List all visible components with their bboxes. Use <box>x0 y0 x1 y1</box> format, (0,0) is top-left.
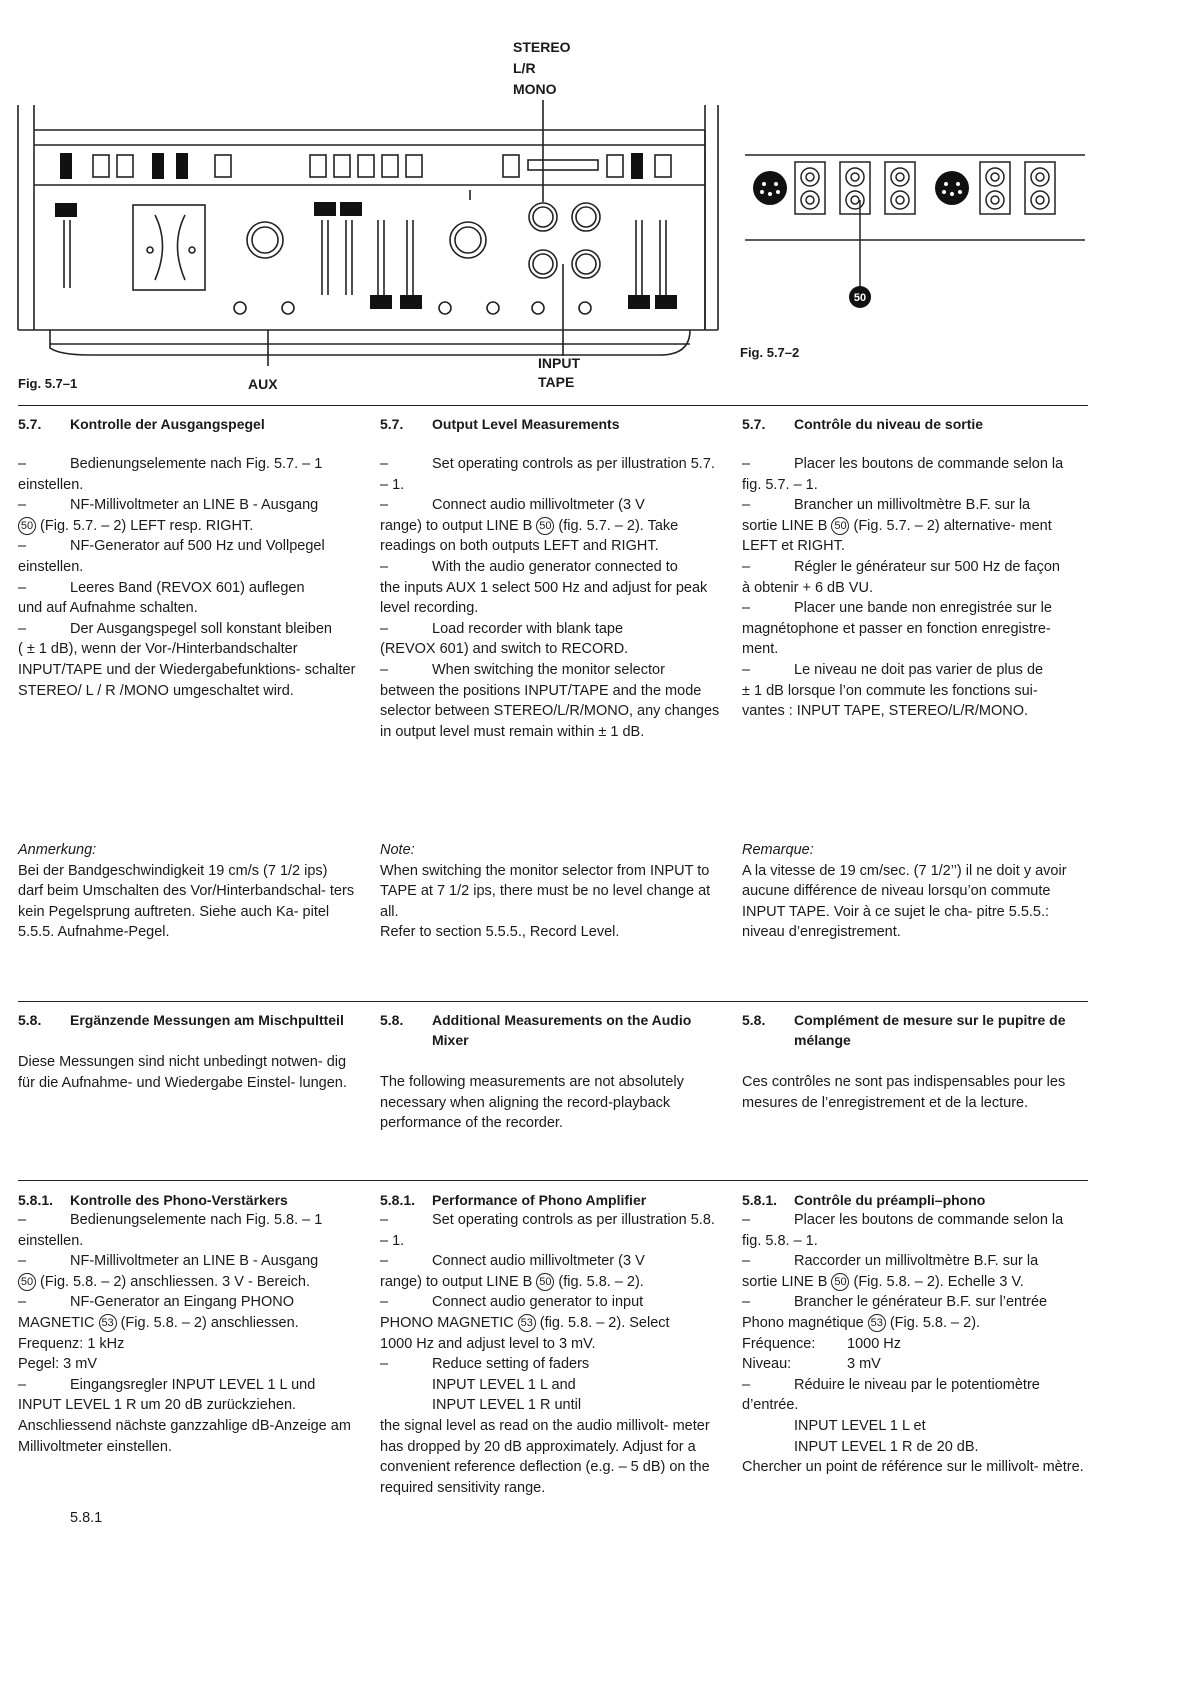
text-line: With the audio generator connected to <box>432 558 678 575</box>
text-line: INPUT LEVEL 1 R um 20 dB zurückziehen. <box>18 1397 297 1414</box>
sec581-en-num: 5.8.1. <box>380 1192 416 1208</box>
text-line: Set operating controls as per illustration 5.8. – 1. <box>380 1212 715 1249</box>
sec581-de <box>18 1190 356 1457</box>
sec57-fr-title: Contrôle du niveau de sortie <box>794 416 984 432</box>
text-line: (Fig. 5.8. – 2) anschliessen. 3 V - Bereich. <box>40 1273 311 1290</box>
text-line: Connect audio generator to input <box>432 1294 644 1311</box>
text-line: à obtenir + 6 dB VU. <box>742 579 873 596</box>
rear-panel-drawing <box>740 140 1100 340</box>
note-en <box>380 840 720 943</box>
dash: – <box>742 1294 751 1311</box>
ref-50-circle: 50 <box>831 517 849 535</box>
note-de-text: Bei der Bandgeschwindigkeit 19 cm/s (7 1/2 ips) darf beim Umschalten des Vor/Hinterbandschal- ters kein Pegelsprung auftreten. Siehe auch Ka- pitel 5.5.5. Aufnahme-Pegel. <box>18 862 355 941</box>
label-input: INPUT <box>538 355 580 371</box>
sec58-de <box>18 1010 356 1093</box>
dash: – <box>18 497 27 514</box>
sec57-en-title: Output Level Measurements <box>432 416 620 432</box>
text-line: INPUT LEVEL 1 L et <box>794 1417 926 1434</box>
label-stereo: STEREO <box>513 39 571 55</box>
text-line: between the positions INPUT/TAPE and the mode selector between STEREO/L/R/MONO, any changes in output level must remain within ± 1 dB. <box>380 682 720 740</box>
dash: – <box>380 1294 389 1311</box>
front-panel-drawing <box>0 30 730 400</box>
label-mono: MONO <box>513 81 557 97</box>
text-line: Régler le générateur sur 500 Hz de façon <box>794 558 1060 575</box>
ref-50-circle: 50 <box>536 1273 554 1291</box>
text-line: (Fig. 5.8. – 2) anschliessen. <box>120 1314 299 1331</box>
text-line: Fréquence: <box>742 1335 816 1352</box>
ref-50-circle: 50 <box>18 1273 36 1291</box>
text-line: MAGNETIC <box>18 1314 95 1331</box>
sec57-en <box>380 414 720 742</box>
text-line: Placer les boutons de commande selon la fig. 5.8. – 1. <box>742 1212 1064 1249</box>
dash: – <box>18 1253 27 1270</box>
sec58-de-num: 5.8. <box>18 1012 42 1028</box>
rule-581 <box>18 1180 1088 1181</box>
text-line: 3 mV <box>847 1356 881 1373</box>
dash: – <box>380 661 389 678</box>
dash: – <box>380 456 389 472</box>
text-line: Anschliessend nächste ganzzahlige dB-Anzeige am Millivoltmeter einstellen. <box>18 1417 351 1455</box>
text-line: 1000 Hz <box>847 1335 902 1352</box>
marker-50-text: 50 <box>853 292 867 304</box>
sec58-de-text: Diese Messungen sind nicht unbedingt notwen- dig für die Aufnahme- und Wiedergabe Einstel- lungen. <box>18 1054 347 1091</box>
sec57-fr <box>742 414 1084 722</box>
sec58-fr-title: Complément de mesure sur le pupitre de mélange <box>794 1012 1066 1048</box>
dash: – <box>742 1376 751 1393</box>
ref-50-circle: 50 <box>831 1273 849 1291</box>
dash: – <box>742 558 751 575</box>
sec58-en-text: The following measurements are not absolutely necessary when aligning the record-playback performance of the recorder. <box>380 1074 684 1132</box>
ref-53-circle: 53 <box>868 1314 886 1332</box>
text-line: 1000 Hz and adjust level to 3 mV. <box>380 1335 596 1352</box>
text-line: (REVOX 601) and switch to RECORD. <box>380 641 629 658</box>
fig-5-7-2-caption: Fig. 5.7–2 <box>740 345 800 360</box>
text-line: range) to output LINE B <box>380 1273 533 1290</box>
text-line: NF-Millivoltmeter an LINE B - Ausgang <box>70 497 319 514</box>
text-line: (fig. 5.7. – 2). Take readings on both outputs LEFT and RIGHT. <box>380 517 679 555</box>
text-line: (Fig. 5.8. – 2). <box>889 1314 981 1331</box>
text-line: Pegel: 3 mV <box>18 1356 97 1373</box>
note-en-text: When switching the monitor selector from INPUT to TAPE at 7 1/2 ips, there must be no level change at all. <box>380 862 711 920</box>
text-line: Bedienungselemente nach Fig. 5.7. – 1 einstellen. <box>18 456 323 493</box>
dash: – <box>18 1212 27 1228</box>
sec581-fr <box>742 1190 1084 1478</box>
dash: – <box>18 456 27 472</box>
dash: – <box>380 1356 389 1373</box>
dash: – <box>742 456 751 472</box>
text-line: Load recorder with blank tape <box>432 620 624 637</box>
dash: – <box>380 558 389 575</box>
text-line: range) to output LINE B <box>380 517 533 534</box>
dash: – <box>742 661 751 678</box>
text-line: Brancher un millivoltmètre B.F. sur la <box>794 497 1031 514</box>
sec58-en <box>380 1010 720 1134</box>
text-line: (Fig. 5.7. – 2) LEFT resp. RIGHT. <box>40 517 254 534</box>
sec58-en-num: 5.8. <box>380 1012 404 1028</box>
text-line: Phono magnétique <box>742 1314 864 1331</box>
sec58-de-title: Ergänzende Messungen am Mischpultteil <box>70 1012 344 1028</box>
note-de <box>18 840 356 943</box>
page-number: 5.8.1 <box>70 1510 103 1526</box>
sec58-fr-text: Ces contrôles ne sont pas indispensables pour les mesures de l’enregistrement et de la lecture. <box>742 1074 1066 1111</box>
label-lr: L/R <box>513 60 536 76</box>
text-line: INPUT LEVEL 1 R until <box>432 1397 582 1414</box>
rule-58 <box>18 1001 1088 1002</box>
sec57-en-num: 5.7. <box>380 416 404 432</box>
text-line: Connect audio millivoltmeter (3 V <box>432 497 645 514</box>
sec581-de-num: 5.8.1. <box>18 1192 54 1208</box>
text-line: Frequenz: 1 kHz <box>18 1335 125 1352</box>
text-line: INPUT LEVEL 1 R de 20 dB. <box>794 1438 979 1455</box>
dash: – <box>18 1376 27 1393</box>
text-line: (fig. 5.8. – 2). Select <box>539 1314 670 1331</box>
text-line: Placer les boutons de commande selon la fig. 5.7. – 1. <box>742 456 1064 493</box>
text-line: sortie LINE B <box>742 517 828 534</box>
ref-53-circle: 53 <box>518 1314 536 1332</box>
ref-50-circle: 50 <box>18 517 36 535</box>
text-line: When switching the monitor selector <box>432 661 665 678</box>
note-fr-text: A la vitesse de 19 cm/sec. (7 1/2’’) il ne doit y avoir aucune différence de niveau lorsqu’on commute INPUT TAPE. Voir à ce sujet le cha- pitre 5.5.5.: niveau d’enregistrement. <box>742 862 1067 941</box>
text-line: (fig. 5.8. – 2). <box>558 1273 644 1290</box>
figure-5-7-1 <box>0 30 730 400</box>
text-line: Le niveau ne doit pas varier de plus de <box>794 661 1044 678</box>
sec581-en <box>380 1190 720 1498</box>
sec57-de <box>18 414 356 701</box>
fig-5-7-1-caption: Fig. 5.7–1 <box>18 376 78 391</box>
ref-50-circle: 50 <box>536 517 554 535</box>
dash: – <box>380 1253 389 1270</box>
text-line: (Fig. 5.7. – 2) alternative- ment LEFT et RIGHT. <box>742 517 1052 555</box>
text-line: Niveau: <box>742 1356 792 1373</box>
text-line: Der Ausgangspegel soll konstant bleiben <box>70 620 332 637</box>
sec57-fr-num: 5.7. <box>742 416 766 432</box>
rule-top <box>18 405 1088 406</box>
sec58-fr-num: 5.8. <box>742 1012 766 1028</box>
text-line: the signal level as read on the audio millivolt- meter has dropped by 20 dB approximately. Adjust for a convenient reference deflection (e.g. – 5 dB) on the required sensitivity range. <box>380 1417 710 1496</box>
text-line: sortie LINE B <box>742 1273 828 1290</box>
text-line: INPUT LEVEL 1 L and <box>432 1376 576 1393</box>
text-line: Reduce setting of faders <box>432 1356 590 1373</box>
text-line: und auf Aufnahme schalten. <box>18 600 198 617</box>
sec581-fr-title: Contrôle du préampli–phono <box>794 1192 986 1208</box>
dash: – <box>742 1253 751 1270</box>
text-line: PHONO MAGNETIC <box>380 1314 514 1331</box>
ref-53-circle: 53 <box>99 1314 117 1332</box>
note-fr <box>742 840 1084 943</box>
dash: – <box>18 538 27 555</box>
sec58-en-title: Additional Measurements on the Audio Mixer <box>432 1012 692 1048</box>
note-de-title: Anmerkung: <box>18 842 97 858</box>
text-line: Chercher un point de référence sur le millivolt- mètre. <box>742 1459 1084 1476</box>
sec58-fr <box>742 1010 1084 1113</box>
text-line: Bedienungselemente nach Fig. 5.8. – 1 einstellen. <box>18 1212 323 1249</box>
text-line: (Fig. 5.8. – 2). Echelle 3 V. <box>853 1273 1024 1290</box>
text-line: Eingangsregler INPUT LEVEL 1 L und <box>70 1376 316 1393</box>
dash: – <box>380 497 389 514</box>
dash: – <box>742 1212 751 1228</box>
sec57-de-num: 5.7. <box>18 416 42 432</box>
dash: – <box>18 579 27 596</box>
note-en-text2: Refer to section 5.5.5., Record Level. <box>380 924 620 941</box>
text-line: Réduire le niveau par le potentiomètre d’entrée. <box>742 1376 1040 1414</box>
sec581-fr-num: 5.8.1. <box>742 1192 778 1208</box>
text-line: Raccorder un millivoltmètre B.F. sur la <box>794 1253 1039 1270</box>
label-tape: TAPE <box>538 374 575 390</box>
text-line: NF-Generator auf 500 Hz und Vollpegel einstellen. <box>18 538 325 575</box>
text-line: the inputs AUX 1 select 500 Hz and adjust for peak level recording. <box>380 579 708 617</box>
note-fr-title: Remarque: <box>742 842 814 858</box>
dash: – <box>380 620 389 637</box>
text-line: Connect audio millivoltmeter (3 V <box>432 1253 645 1270</box>
text-line: Set operating controls as per illustration 5.7. – 1. <box>380 456 715 493</box>
dash: – <box>18 620 27 637</box>
text-line: NF-Generator an Eingang PHONO <box>70 1294 295 1311</box>
dash: – <box>380 1212 389 1228</box>
dash: – <box>742 497 751 514</box>
label-aux: AUX <box>248 376 278 392</box>
dash: – <box>742 600 751 617</box>
sec57-de-title: Kontrolle der Ausgangspegel <box>70 416 265 432</box>
text-line: NF-Millivoltmeter an LINE B - Ausgang <box>70 1253 319 1270</box>
figure-5-7-2 <box>740 140 1100 400</box>
text-line: ( ± 1 dB), wenn der Vor-/Hinterbandschalter INPUT/TAPE und der Wiedergabefunktions- schalter STEREO/ L / R /MONO umgeschaltet wird. <box>18 641 356 699</box>
text-line: Placer une bande non enregistrée sur le <box>794 600 1052 617</box>
text-line: Brancher le générateur B.F. sur l’entrée <box>794 1294 1048 1311</box>
text-line: magnétophone et passer en fonction enregistre- ment. <box>742 620 1051 658</box>
text-line: Leeres Band (REVOX 601) auflegen <box>70 579 305 596</box>
text-line: ± 1 dB lorsque l’on commute les fonctions sui- vantes : INPUT TAPE, STEREO/L/R/MONO. <box>742 682 1038 720</box>
sec581-de-title: Kontrolle des Phono-Verstärkers <box>70 1192 288 1208</box>
dash: – <box>18 1294 27 1311</box>
note-en-title: Note: <box>380 842 415 858</box>
sec581-en-title: Performance of Phono Amplifier <box>432 1192 647 1208</box>
